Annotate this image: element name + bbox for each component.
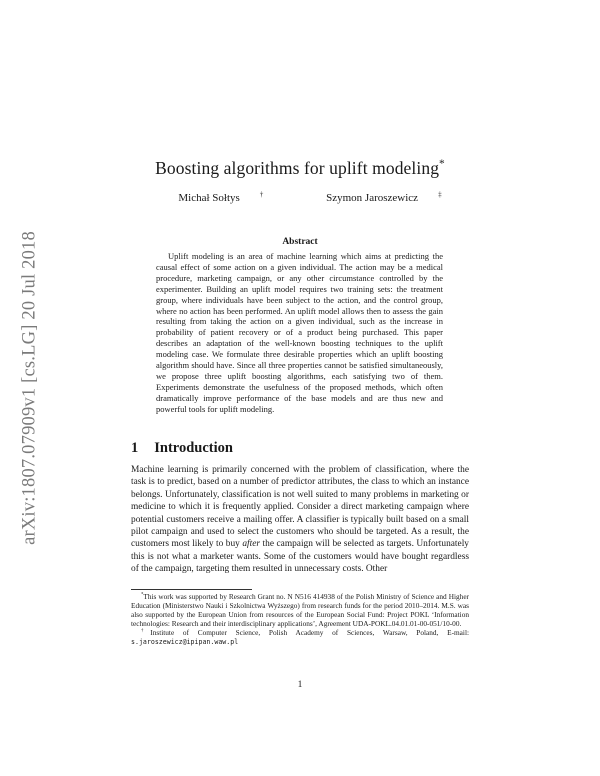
section-title: Introduction — [154, 440, 233, 456]
affiliation-footnote — [131, 629, 469, 647]
emphasized-word: after — [242, 539, 261, 550]
author-footnote-mark: † — [259, 190, 264, 199]
abstract-heading: Abstract — [282, 237, 318, 247]
footnotes — [131, 593, 469, 646]
footnote-mark: * — [141, 592, 144, 598]
abstract-text: Uplift modeling is an area of machine learning which aims at predicting the causal effect of some action on a given individual. The action may be a medical procedure, marketing campaign, or any other circumstance controlled by the experimenter. Building an uplift model requires two training sets: the treatment group, where individuals have been subject to the action, and the control group, where no action has been performed. An uplift model allows then to assess the gain resulting from taking the action on a given individual, such as the increase in probability of patient recovery or of a product being purchased. This paper describes an adaptation of the well-known boosting techniques to the uplift modeling case. We formulate three desirable properties which an uplift boosting algorithm should have. Since all three properties cannot be satisfied simultaneously, we propose three uplift boosting algorithms, each satisfying two of them. Experiments demonstrate the usefulness of the proposed methods, which often dramatically improve performance of the base models and are thus new and powerful tools for uplift modeling. — [156, 251, 443, 414]
funding-footnote — [131, 593, 469, 629]
introduction-paragraph — [131, 464, 469, 576]
affiliation-text: Institute of Computer Science, Polish Academy of Sciences, Warsaw, Poland, E-mail: — [150, 627, 469, 637]
author-footnote-mark: ‡ — [438, 190, 442, 199]
author — [158, 192, 263, 204]
author-name: Szymon Jaroszewicz — [326, 192, 419, 204]
body-text-part: the campaign will be selected as targets. Unfortunately this is not what a marketer wants. Some of the customers would have bought regardless of the campaign, targeting them resulted in unnecessary costs. Other — [131, 539, 469, 575]
title-text: Boosting algorithms for uplift modeling — [155, 158, 440, 178]
arxiv-identifier-stamp: arXiv:1807.07909v1 [cs.LG] 20 Jul 2018 — [19, 231, 40, 545]
section-heading — [131, 440, 233, 457]
paper-title — [0, 158, 600, 179]
section-number: 1 — [131, 440, 139, 456]
email-address: s.jaroszewicz@ipipan.waw.pl — [131, 637, 239, 646]
body-text-part: Machine learning is primarily concerned with the problem of classification, where the task is to predict, based on a number of predictor attributes, the class to which an instance belongs. Unfortunately, classification is not well suited to many problems in marketing or medicine to which it is frequently applied. Consider a direct marketing campaign where potential customers receive a mailing offer. A classifier is typically built based on a small pilot campaign and used to select the customers who should be targeted. As a result, the customers most likely to buy — [131, 465, 469, 550]
title-footnote-mark: * — [439, 158, 445, 171]
page-number: 1 — [297, 680, 303, 690]
funding-text: This work was supported by Research Grant no. N N516 414938 of the Polish Ministry of Science and Higher Education (Ministerstwo Nauki i Szkolnictwa Wyższego) from research funds for the period 2010–2014. M.S. was also supported by the European Union from resources of the European Social Fund: Project POKL ‘Information technologies: Research and their interdisciplinary applications’, Agreement UDA-POKL.04.01.01-00-051/10-00. — [131, 592, 469, 628]
author — [306, 192, 442, 204]
author-name: Michał Sołtys — [178, 192, 240, 204]
author-list — [0, 192, 600, 204]
footnote-rule — [131, 589, 252, 590]
footnote-mark: † — [141, 628, 151, 634]
